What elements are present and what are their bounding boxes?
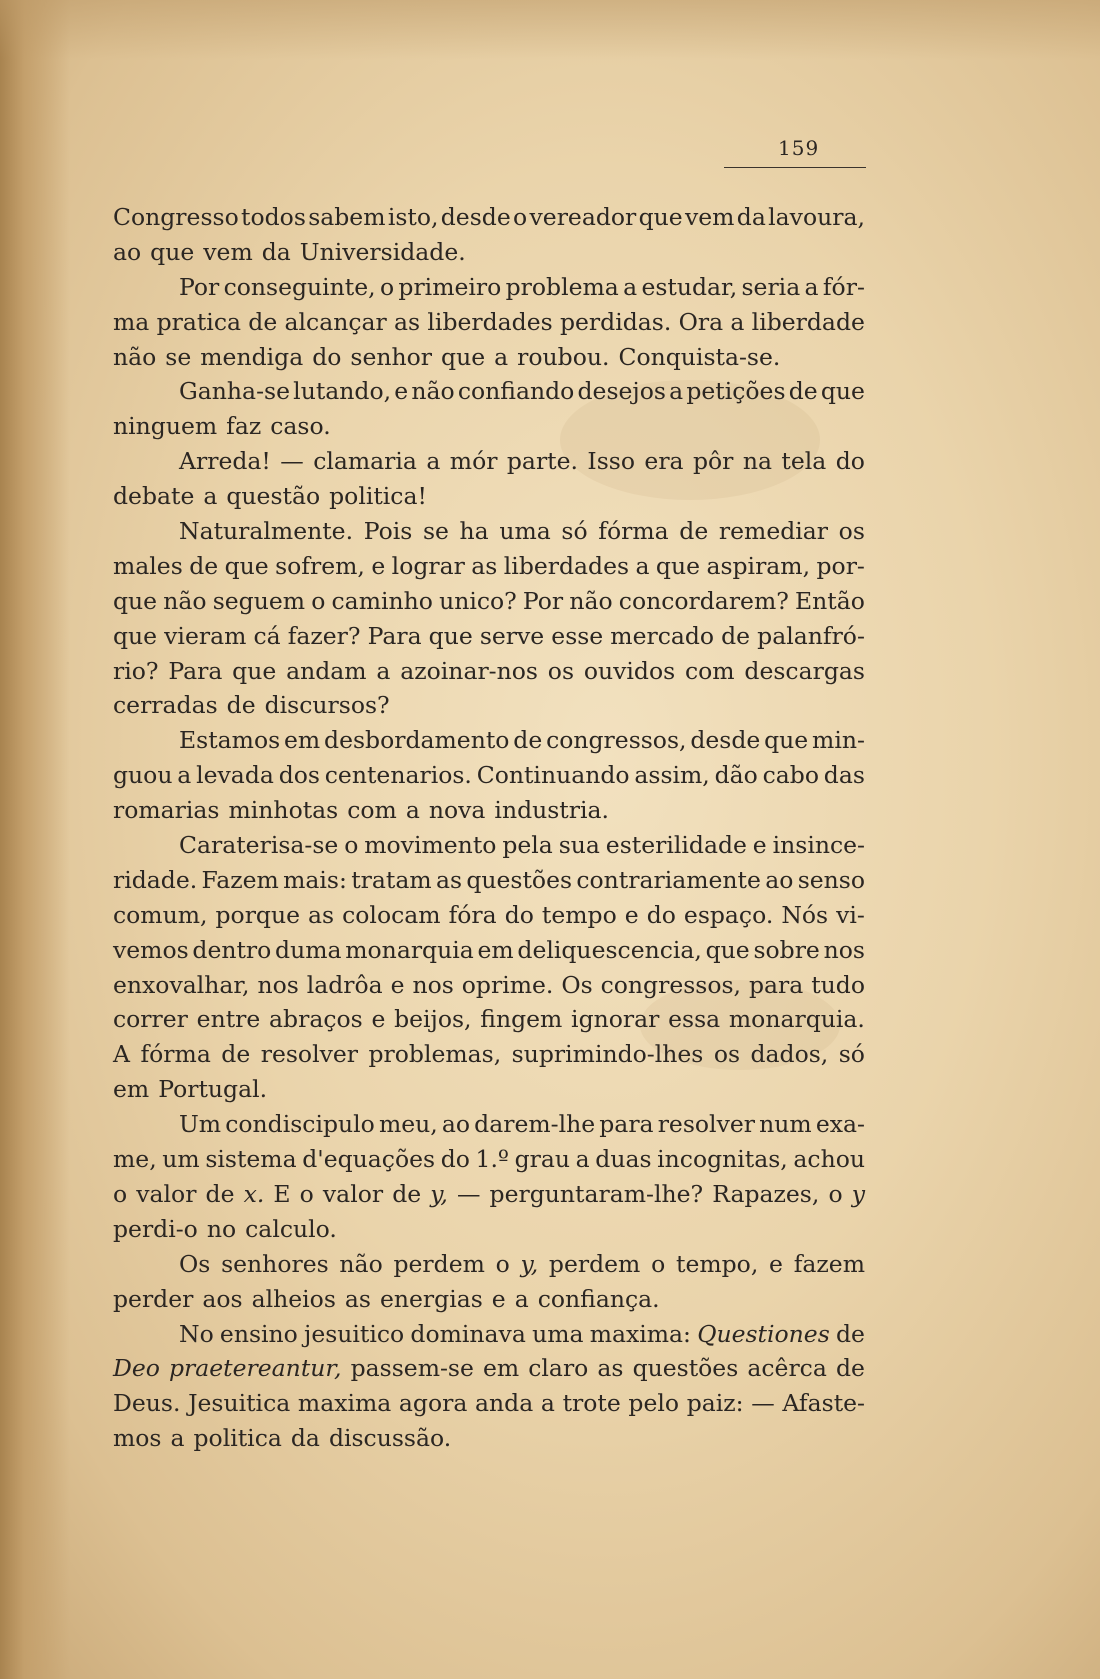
text-line: Os senhores não perdem o y, perdem o tempo, e fazem <box>179 1249 865 1278</box>
text-line: ridade. Fazem mais: tratam as questões contrariamente ao senso <box>113 865 865 894</box>
text-line: Deo praetereantur, passem-se em claro as questões acêrca de <box>113 1354 865 1383</box>
text-line: Por conseguinte, o primeiro problema a estudar, seria a fór- <box>179 272 865 301</box>
text-line: me, um sistema d'equações do 1.º grau a duas incognitas, achou <box>113 1145 865 1174</box>
text-line: perdi-o no calculo. <box>113 1214 337 1243</box>
text-line: não se mendiga do senhor que a roubou. Conquista-se. <box>113 342 781 371</box>
text-line: Naturalmente. Pois se ha uma só fórma de remediar os <box>179 517 865 546</box>
text-line: ma pratica de alcançar as liberdades perdidas. Ora a liberdade <box>113 307 865 336</box>
text-line: romarias minhotas com a nova industria. <box>113 796 609 825</box>
text-line: que vieram cá fazer? Para que serve esse mercado de palanfró- <box>113 621 865 650</box>
text-line: comum, porque as colocam fóra do tempo e do espaço. Nós vi- <box>113 900 865 929</box>
text-line: mos a politica da discussão. <box>113 1424 452 1453</box>
text-line: ao que vem da Universidade. <box>113 237 466 266</box>
text-line: em Portugal. <box>113 1075 268 1104</box>
text-line: Congresso todos sabem isto, desde o vereador que vem da lavoura, <box>113 203 865 231</box>
text-line: correr entre abraços e beijos, fingem ignorar essa monarquia. <box>113 1005 865 1034</box>
text-line: guou a levada dos centenarios. Continuando assim, dão cabo das <box>113 761 865 790</box>
text-line: Deus. Jesuitica maxima agora anda a trote pelo paiz: — Afaste- <box>113 1389 865 1418</box>
header-rule <box>724 167 866 168</box>
text-line: A fórma de resolver problemas, suprimindo-lhes os dados, só <box>113 1040 865 1069</box>
text-line: Caraterisa-se o movimento pela sua esterilidade e insince- <box>179 831 865 860</box>
text-line: Ganha-se lutando, e não confiando desejos a petições de que <box>179 377 865 406</box>
page-top-shadow <box>0 0 1100 60</box>
text-line: cerradas de discursos? <box>113 691 390 720</box>
text-line: o valor de x. E o valor de y, — perguntaram-lhe? Rapazes, o y <box>113 1179 865 1208</box>
text-line: que não seguem o caminho unico? Por não concordarem? Então <box>113 586 865 615</box>
text-line: rio? Para que andam a azoinar-nos os ouvidos com descargas <box>113 656 865 685</box>
text-line: males de que sofrem, e lograr as liberdades a que aspiram, por- <box>113 551 865 580</box>
text-line: ninguem faz caso. <box>113 412 331 441</box>
text-line: perder aos alheios as energias e a confiança. <box>113 1284 660 1313</box>
page-edge-shadow <box>0 0 70 1679</box>
text-line: Estamos em desbordamento de congressos, desde que min- <box>179 726 865 755</box>
text-line: vemos dentro duma monarquia em deliquescencia, que sobre nos <box>113 935 865 964</box>
page-number: 159 <box>778 136 820 160</box>
text-line: enxovalhar, nos ladrôa e nos oprime. Os congressos, para tudo <box>113 970 865 999</box>
text-line: Arreda! — clamaria a mór parte. Isso era pôr na tela do <box>179 447 865 476</box>
text-line: debate a questão politica! <box>113 482 427 511</box>
body-text <box>113 200 865 1456</box>
text-line: No ensino jesuitico dominava uma maxima: Questiones de <box>179 1319 865 1348</box>
text-line: Um condiscipulo meu, ao darem-lhe para resolver num exa- <box>179 1110 865 1139</box>
